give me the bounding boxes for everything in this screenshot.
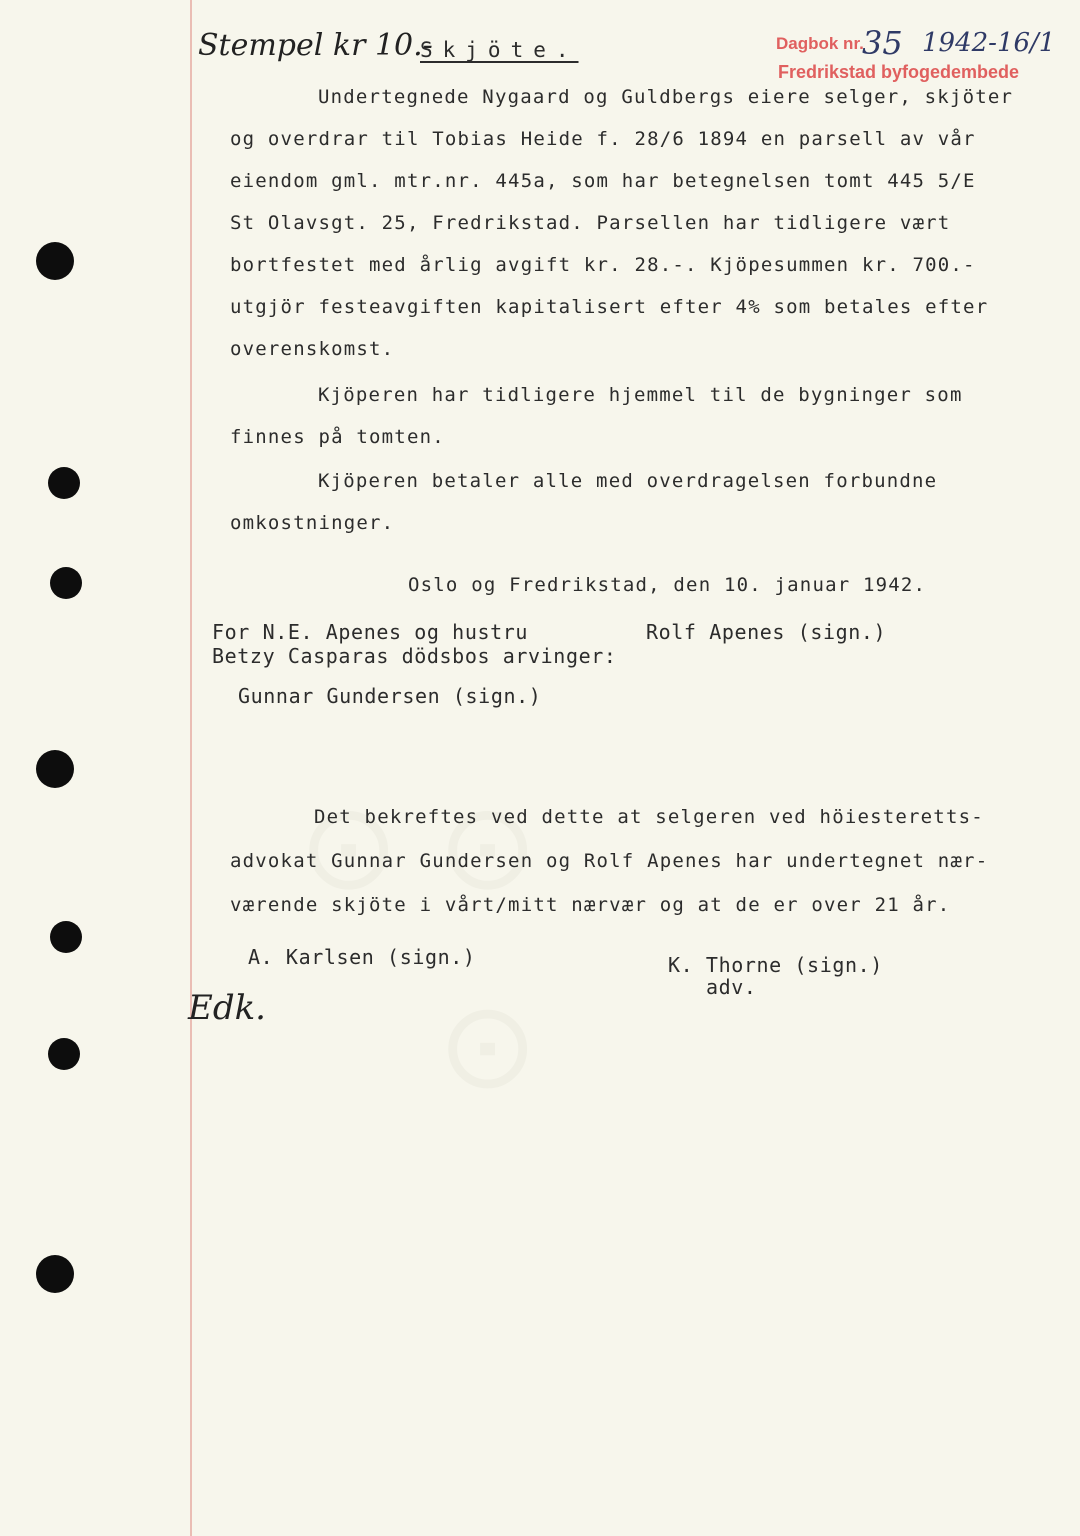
text-line: bortfestet med årlig avgift kr. 28.-. Kjöpesummen kr. 700.- bbox=[230, 254, 976, 276]
signature-right-line-1: Rolf Apenes (sign.) bbox=[646, 620, 887, 644]
text-line: St Olavsgt. 25, Fredrikstad. Parsellen har tidligere vært bbox=[230, 212, 951, 234]
margin-line bbox=[190, 0, 192, 1536]
text-line: finnes på tomten. bbox=[230, 426, 445, 448]
watermark: ⊙ ⊙ ⊙ bbox=[282, 800, 560, 1130]
text-line: eiendom gml. mtr.nr. 445a, som har betegnelsen tomt 445 5/E bbox=[230, 170, 976, 192]
text-line: Kjöperen har tidligere hjemmel til de bygninger som bbox=[318, 384, 963, 406]
witness-1: A. Karlsen (sign.) bbox=[248, 945, 476, 969]
stamp-dagbok-number: 35 bbox=[862, 24, 903, 62]
document-title: Skjöte. bbox=[420, 38, 579, 62]
punch-hole bbox=[50, 567, 82, 599]
paragraph-costs bbox=[230, 470, 1010, 540]
text-line: overenskomst. bbox=[230, 338, 395, 360]
handwritten-stamp-fee: Stempel kr 10.- bbox=[198, 28, 433, 63]
witness-2-title: adv. bbox=[706, 975, 757, 999]
text-line: advokat Gunnar Gundersen og Rolf Apenes har undertegnet nær- bbox=[230, 850, 989, 872]
signature-left-line-3: Gunnar Gundersen (sign.) bbox=[238, 684, 542, 708]
stamp-date: 1942-16/1 bbox=[922, 28, 1056, 58]
handwritten-initials: Edk. bbox=[188, 988, 266, 1028]
place-date-text: Oslo og Fredrikstad, den 10. januar 1942. bbox=[408, 574, 927, 596]
text-line: Kjöperen betaler alle med overdragelsen forbundne bbox=[318, 470, 938, 492]
text-line: Undertegnede Nygaard og Guldbergs eiere selger, skjöter bbox=[318, 86, 1014, 108]
text-line: Det bekreftes ved dette at selgeren ved höiesteretts- bbox=[314, 806, 984, 828]
punch-hole bbox=[36, 242, 74, 280]
attestation-paragraph bbox=[230, 806, 1010, 926]
witness-2: K. Thorne (sign.) bbox=[668, 953, 883, 977]
stamp-dagbok-label: Dagbok nr. bbox=[776, 34, 864, 53]
text-line: utgjör festeavgiften kapitalisert efter 4% som betales efter bbox=[230, 296, 989, 318]
punch-hole bbox=[36, 750, 74, 788]
text-line: og overdrar til Tobias Heide f. 28/6 1894 en parsell av vår bbox=[230, 128, 976, 150]
signature-left-line-2: Betzy Casparas dödsbos arvinger: bbox=[212, 644, 617, 668]
paragraph-sale bbox=[230, 86, 1014, 366]
stamp-office: Fredrikstad byfogedembede bbox=[778, 62, 1020, 82]
signature-left-line-1: For N.E. Apenes og hustru bbox=[212, 620, 529, 644]
punch-hole bbox=[50, 921, 82, 953]
punch-hole bbox=[48, 467, 80, 499]
punch-hole bbox=[36, 1255, 74, 1293]
text-line: omkostninger. bbox=[230, 512, 395, 534]
punch-hole bbox=[48, 1038, 80, 1070]
paragraph-buildings bbox=[230, 384, 1010, 454]
text-line: værende skjöte i vårt/mitt nærvær og at de er over 21 år. bbox=[230, 894, 951, 916]
